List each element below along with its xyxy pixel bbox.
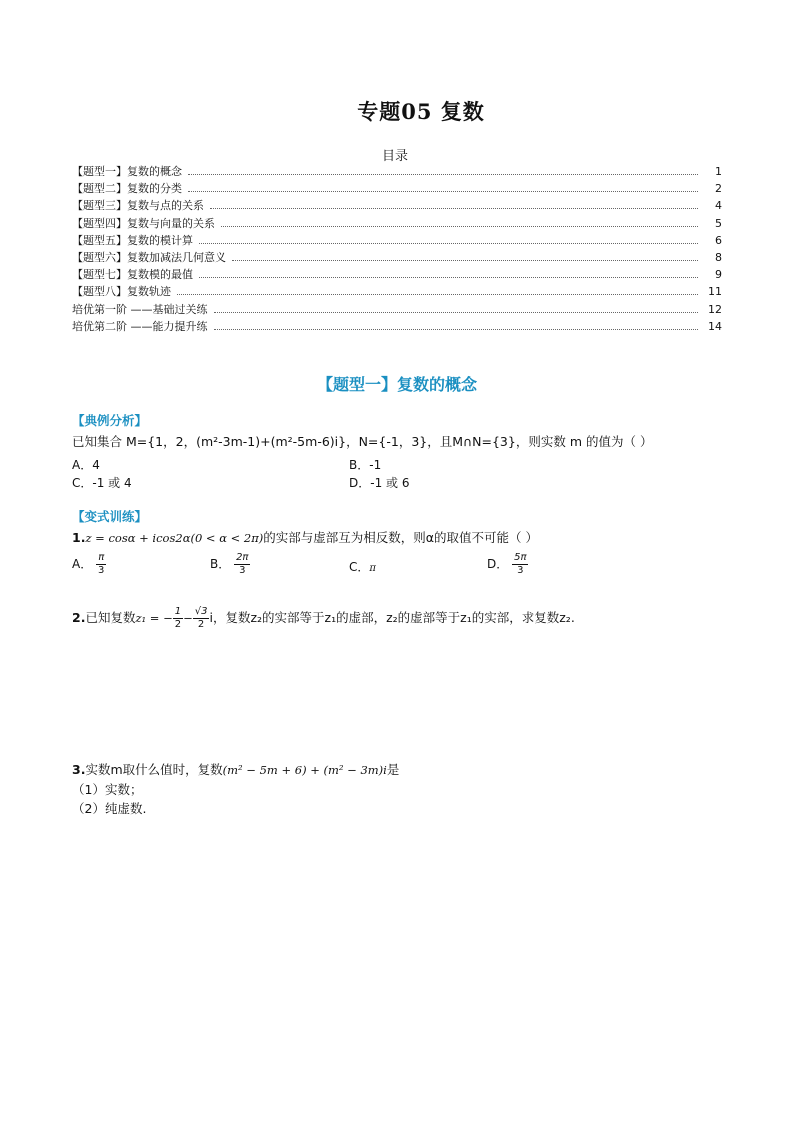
toc-entry-label: 【题型二】复数的分类 bbox=[72, 182, 182, 196]
question-2-z1: z₁ = − bbox=[135, 611, 173, 625]
q1-option-d-fraction bbox=[512, 552, 528, 577]
toc-entry-label: 培优第二阶 ——能力提升练 bbox=[72, 319, 208, 333]
toc-entry[interactable] bbox=[72, 197, 722, 214]
fraction-numerator: √3 bbox=[194, 606, 208, 617]
fraction-numerator: π bbox=[98, 552, 105, 563]
q1-option-b-fraction bbox=[234, 552, 250, 577]
fraction-denominator: 2 bbox=[197, 619, 205, 630]
toc-entry[interactable] bbox=[72, 180, 722, 197]
fraction-numerator: 2π bbox=[236, 552, 249, 563]
toc-leader-dots bbox=[232, 260, 698, 261]
fraction-numerator: 5π bbox=[514, 552, 527, 563]
toc-entry-page: 6 bbox=[715, 233, 722, 247]
example-question: 已知集合 M={1，2，(m²-3m-1)+(m²-5m-6)i}，N={-1，3}，且M∩N={3}，则实数 m 的值为（ ） bbox=[72, 434, 653, 449]
question-2-fraction-1 bbox=[173, 606, 183, 631]
fraction-denominator: 3 bbox=[517, 565, 524, 576]
q1-option-c-label: C． bbox=[349, 560, 370, 574]
question-3-part-1: （1）实数； bbox=[72, 782, 143, 797]
question-1-formula: z = cosα + icos2α(0 < α < 2π) bbox=[85, 531, 264, 545]
example-option-b: B．-1 bbox=[349, 458, 382, 472]
fraction-numerator: 1 bbox=[174, 606, 182, 617]
toc-entry[interactable] bbox=[72, 232, 722, 249]
question-3-text-2: 是 bbox=[386, 762, 400, 777]
toc-entry[interactable] bbox=[72, 215, 722, 232]
question-3-text-1: 实数m取什么值时，复数 bbox=[85, 762, 223, 777]
toc-entry-page: 1 bbox=[715, 165, 722, 178]
toc-entry[interactable] bbox=[72, 266, 722, 283]
toc-leader-dots bbox=[210, 208, 698, 209]
q1-option-a-fraction bbox=[96, 552, 106, 577]
toc-leader-dots bbox=[188, 174, 698, 175]
q1-option-a-label: A． bbox=[72, 557, 93, 571]
table-of-contents bbox=[72, 163, 722, 335]
toc-leader-dots bbox=[214, 329, 699, 330]
toc-entry[interactable] bbox=[72, 301, 722, 318]
question-2-text: i，复数z₂的实部等于z₁的虚部，z₂的虚部等于z₁的实部，求复数z₂. bbox=[209, 610, 575, 625]
question-1-number: 1. bbox=[72, 530, 86, 545]
q1-option-d bbox=[487, 552, 528, 577]
q1-option-d-label: D． bbox=[487, 557, 509, 571]
toc-entry-label: 培优第一阶 ——基础过关练 bbox=[72, 302, 208, 316]
toc-entry-label: 【题型八】复数轨迹 bbox=[72, 285, 171, 299]
toc-entry-label: 【题型三】复数与点的关系 bbox=[72, 199, 204, 213]
question-3 bbox=[72, 760, 399, 778]
example-heading: 【典例分析】 bbox=[72, 413, 148, 428]
question-2-number: 2. bbox=[72, 610, 86, 625]
toc-entry-page: 12 bbox=[708, 302, 722, 316]
q1-option-c bbox=[349, 558, 376, 575]
question-1 bbox=[72, 528, 538, 546]
toc-entry-label: 【题型七】复数模的最值 bbox=[72, 268, 193, 282]
toc-entry-label: 【题型四】复数与向量的关系 bbox=[72, 216, 215, 230]
question-2-prefix: 已知复数 bbox=[85, 610, 136, 625]
question-3-part-2: （2）纯虚数. bbox=[72, 801, 147, 816]
example-option-c: C．-1 或 4 bbox=[72, 476, 132, 490]
page-title: 专题05 复数 bbox=[357, 99, 485, 124]
toc-entry-page: 5 bbox=[715, 216, 722, 230]
section-title: 【题型一】复数的概念 bbox=[316, 375, 477, 394]
q1-option-c-value: π bbox=[369, 563, 376, 574]
fraction-denominator: 3 bbox=[98, 565, 105, 576]
toc-entry-page: 9 bbox=[715, 268, 722, 282]
toc-entry[interactable] bbox=[72, 283, 722, 300]
toc-leader-dots bbox=[199, 277, 698, 278]
toc-leader-dots bbox=[199, 243, 698, 244]
fraction-denominator: 3 bbox=[239, 565, 246, 576]
example-option-d: D．-1 或 6 bbox=[349, 476, 410, 490]
toc-leader-dots bbox=[221, 226, 698, 227]
question-2-minus: − bbox=[183, 611, 193, 625]
toc-entry-label: 【题型五】复数的模计算 bbox=[72, 233, 193, 247]
toc-leader-dots bbox=[177, 294, 698, 295]
question-1-text: 的实部与虚部互为相反数，则α的取值不可能（ ） bbox=[263, 530, 539, 545]
example-option-a: A．4 bbox=[72, 458, 100, 472]
toc-heading: 目录 bbox=[381, 149, 408, 164]
question-2 bbox=[72, 606, 575, 631]
toc-entry[interactable] bbox=[72, 249, 722, 266]
toc-entry-page: 14 bbox=[708, 319, 722, 333]
question-3-number: 3. bbox=[72, 762, 86, 777]
fraction-denominator: 2 bbox=[174, 619, 182, 630]
q1-option-b-label: B． bbox=[210, 557, 231, 571]
q1-option-a bbox=[72, 552, 106, 577]
toc-entry-page: 11 bbox=[708, 285, 722, 299]
question-2-fraction-2 bbox=[193, 606, 210, 631]
toc-leader-dots bbox=[188, 191, 698, 192]
toc-entry-label: 【题型一】复数的概念 bbox=[72, 165, 182, 178]
toc-entry-page: 2 bbox=[715, 182, 722, 196]
practice-heading: 【变式训练】 bbox=[72, 509, 148, 524]
toc-entry-page: 8 bbox=[715, 250, 722, 264]
q1-option-b bbox=[210, 552, 250, 577]
toc-entry-label: 【题型六】复数加减法几何意义 bbox=[72, 250, 226, 264]
toc-entry-page: 4 bbox=[715, 199, 722, 213]
question-3-formula: (m² − 5m + 6) + (m² − 3m)i bbox=[222, 763, 387, 777]
toc-entry[interactable] bbox=[72, 318, 722, 335]
toc-leader-dots bbox=[214, 312, 699, 313]
toc-entry[interactable] bbox=[72, 163, 722, 180]
